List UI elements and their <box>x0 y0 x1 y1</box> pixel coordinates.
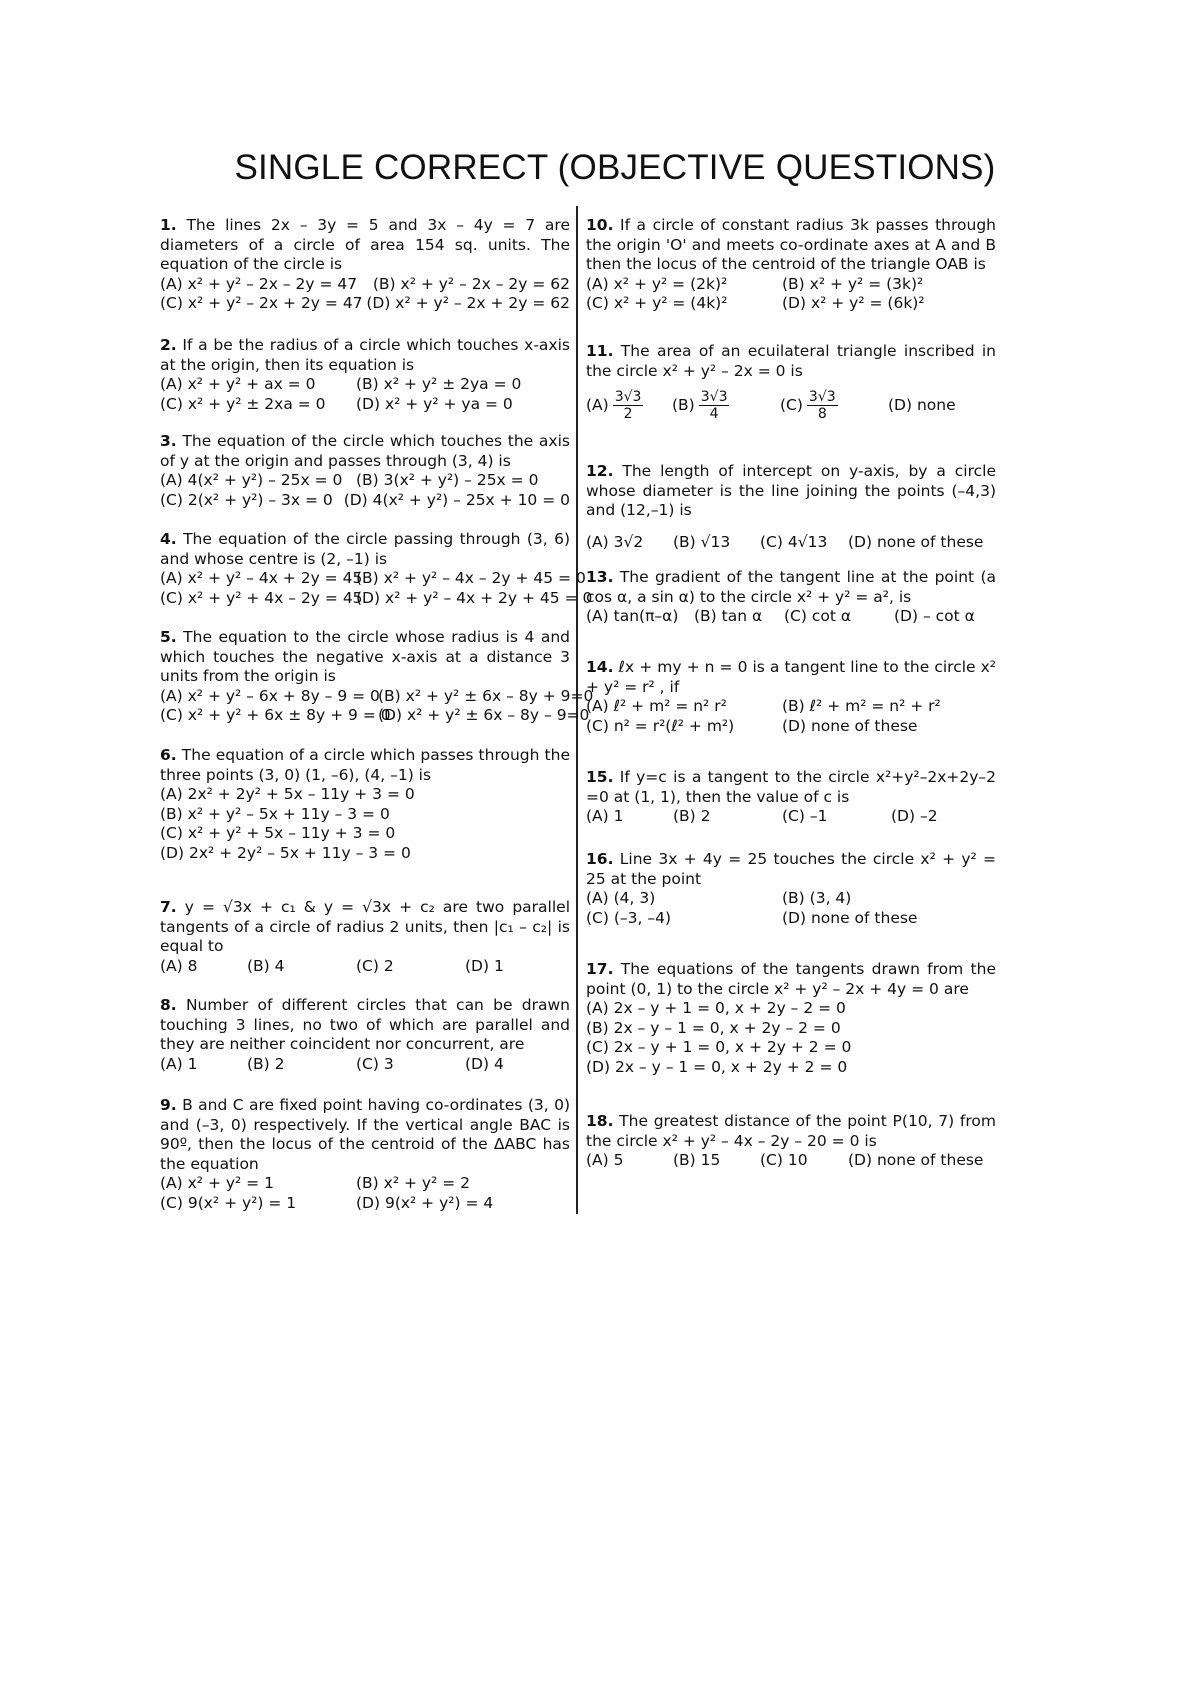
question-6: 6. The equation of a circle which passes through the three points (3, 0) (1, –6), (4, –1) is (A) 2x² + 2y² + 5x – 11y + 3 = 0 (B) x² + y² – 5x + 11y – 3 = 0 (C) x² + y² + 5x – 11y + 3 = 0 (D) 2x² + 2y² – 5x + 11y – 3 = 0 <box>160 746 570 862</box>
question-18: 18. The greatest distance of the point P(10, 7) from the circle x² + y² – 4x – 2y – 20 = 0 is (A) 5 (B) 15 (C) 10 (D) none of these <box>586 1112 996 1170</box>
question-5: 5. The equation to the circle whose radius is 4 and which touches the negative x-axis at a distance 3 units from the origin is (A) x² + y² – 6x + 8y – 9 = 0 (B) x² + y² ± 6x – 8y + 9=0 (C) x² + y² + 6x ± 8y + 9 = 0 (D) x² + y² ± 6x – 8y – 9=0 <box>160 628 594 725</box>
question-7: 7. y = √3x + c₁ & y = √3x + c₂ are two parallel tangents of a circle of radius 2 units, then |c₁ – c₂| is equal to (A) 8 (B) 4 (C) 2 (D) 1 <box>160 898 570 975</box>
page-title: SINGLE CORRECT (OBJECTIVE QUESTIONS) <box>234 148 996 187</box>
question-17: 17. The equations of the tangents drawn from the point (0, 1) to the circle x² + y² – 2x + 4y = 0 are (A) 2x – y + 1 = 0, x + 2y – 2 = 0 (B) 2x – y – 1 = 0, x + 2y – 2 = 0 (C) 2x – y + 1 = 0, x + 2y + 2 = 0 (D) 2x – y – 1 = 0, x + 2y + 2 = 0 <box>586 960 996 1076</box>
question-16: 16. Line 3x + 4y = 25 touches the circle x² + y² = 25 at the point (A) (4, 3) (B) (3, 4) (C) (–3, –4) (D) none of these <box>586 850 996 927</box>
question-2: 2. If a be the radius of a circle which touches x-axis at the origin, then its equation is (A) x² + y² + ax = 0 (B) x² + y² ± 2ya = 0 (C) x² + y² ± 2xa = 0 (D) x² + y² + ya = 0 <box>160 336 570 413</box>
question-12: 12. The length of intercept on y-axis, by a circle whose diameter is the line joining the points (–4,3) and (12,–1) is (A) 3√2 (B) √13 (C) 4√13 (D) none of these <box>586 462 996 551</box>
question-15: 15. If y=c is a tangent to the circle x²+y²–2x+2y–2 =0 at (1, 1), then the value of c is (A) 1 (B) 2 (C) –1 (D) –2 <box>586 768 996 826</box>
question-10: 10. If a circle of constant radius 3k passes through the origin 'O' and meets co-ordinate axes at A and B then the locus of the centroid of the triangle OAB is (A) x² + y² = (2k)² (B) x² + y² = (3k)² (C) x² + y² = (4k)² (D) x² + y² = (6k)² <box>586 216 996 313</box>
question-13: 13. The gradient of the tangent line at the point (a cos α, a sin α) to the circle x² + y² = a², is (A) tan(π–α) (B) tan α (C) cot α (D) – cot α <box>586 568 996 626</box>
question-14: 14. ℓx + my + n = 0 is a tangent line to the circle x² + y² = r² , if (A) ℓ² + m² = n² r² (B) ℓ² + m² = n² + r² (C) n² = r²(ℓ² + m²) (D) none of these <box>586 658 996 735</box>
question-8: 8. Number of different circles that can be drawn touching 3 lines, no two of which are parallel and they are neither coincident nor concurrent, are (A) 1 (B) 2 (C) 3 (D) 4 <box>160 996 570 1073</box>
question-11: 11. The area of an ecuilateral triangle inscribed in the circle x² + y² – 2x = 0 is (A) $\frac{3√3}{2}$ (B) $\frac{3√3}{4}$ (C) $\frac{3√3}{8}$ (D) none <box>586 342 996 423</box>
question-1: 1. The lines 2x – 3y = 5 and 3x – 4y = 7 are diameters of a circle of area 154 sq. units. The equation of the circle is (A) x² + y² – 2x – 2y = 47 (B) x² + y² – 2x – 2y = 62 (C) x² + y² – 2x + 2y = 47 (D) x² + y² – 2x + 2y = 62 <box>160 216 570 313</box>
question-4: 4. The equation of the circle passing through (3, 6) and whose centre is (2, –1) is (A) x² + y² – 4x + 2y = 45 (B) x² + y² – 4x – 2y + 45 = 0 (C) x² + y² + 4x – 2y = 45 (D) x² + y² – 4x + 2y + 45 = 0 <box>160 530 593 607</box>
question-3: 3. The equation of the circle which touches the axis of y at the origin and passes through (3, 4) is (A) 4(x² + y²) – 25x = 0 (B) 3(x² + y²) – 25x = 0 (C) 2(x² + y²) – 3x = 0 (D) 4(x² + y²) – 25x + 10 = 0 <box>160 432 570 509</box>
question-9: 9. B and C are fixed point having co-ordinates (3, 0) and (–3, 0) respectively. If the vertical angle BAC is 90º, then the locus of the centroid of the ΔABC has the equation (A) x² + y² = 1 (B) x² + y² = 2 (C) 9(x² + y²) = 1 (D) 9(x² + y²) = 4 <box>160 1096 570 1212</box>
